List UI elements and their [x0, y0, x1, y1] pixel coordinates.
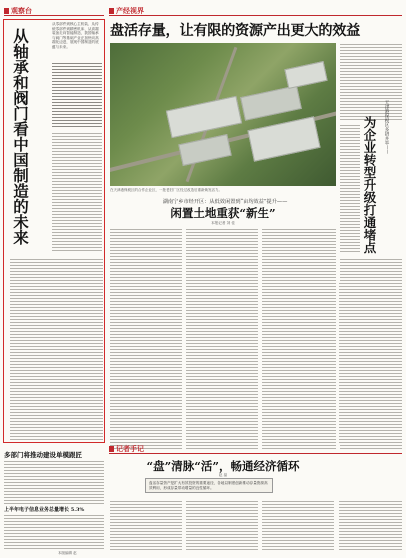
aerial-photo	[110, 43, 336, 186]
right-text-side	[340, 124, 360, 254]
photo-building	[284, 61, 327, 89]
center-headline: 闲置土地重获“新生”	[170, 206, 276, 220]
feature-intro: 从零部件到核心主机装、从传统零部件到精密机床、从高端装备走向智能制造，我国轴承与阀门等基础产业正加快向高端化迈进，展现中国制造的底蕴与未来。	[52, 22, 99, 49]
column-tag-left: 观察台	[4, 6, 32, 16]
bottom-headline: “盘”清脉“活”，畅通经济循环	[146, 459, 300, 473]
column-tag-bottom: 记者手记	[109, 444, 144, 454]
photo-building	[247, 116, 320, 161]
center-text-col-1	[110, 228, 182, 450]
center-text-col-2	[186, 228, 258, 450]
top-rule	[109, 15, 402, 16]
photo-building	[240, 85, 302, 121]
feature-text-3	[10, 258, 103, 440]
feature-text-2	[52, 132, 102, 252]
main-headline: 盘活存量，让有限的资源产出更大的效益	[110, 23, 360, 39]
bottom-rule	[109, 453, 402, 454]
photo-caption: 在天津港保税区的合作企业区，一批老旧厂区经过改造后重新焕发活力。	[110, 188, 222, 192]
feature-text-1	[52, 62, 102, 128]
bottom-left-text-2	[4, 514, 104, 550]
page-footer: 本版编辑 赵	[58, 551, 77, 555]
feature-headline: 从轴承和阀门看中国制造的未来	[11, 28, 30, 245]
bottom-left-text	[4, 460, 104, 504]
right-kicker: 天津港保税区多措并举——	[384, 100, 389, 154]
bottom-byline: 赵 晶	[218, 473, 228, 477]
right-lower-text	[339, 282, 402, 444]
right-headline: 为企业转型升级打通堵点	[362, 116, 377, 254]
photo-building	[178, 134, 231, 166]
bottom-intro-box: 盘活存量资产是扩大有效投资的重要途径，各地以制度创新推动存量资源高效利用，形成存量带动增量的良性循环。	[145, 478, 273, 493]
bottom-text-col-1	[110, 500, 182, 550]
bottom-text-col-4	[339, 500, 402, 550]
left-rule	[4, 15, 104, 16]
center-text-col-3	[262, 228, 336, 450]
center-byline: 本报记者 刘 佳	[211, 221, 235, 225]
bottom-text-col-3	[262, 500, 334, 550]
right-text-top	[340, 43, 402, 121]
center-kicker: 湖南宁乡市经开区：从低效闲置到“亩均效益”提升——	[162, 199, 288, 205]
bottom-text-col-2	[186, 500, 258, 550]
bottom-left-subhead: 上半年电子信息业务总量增长 5.3%	[4, 507, 85, 513]
column-tag-top: 产经视界	[109, 6, 144, 16]
bottom-left-headline: 多部门将推动建设单模跟匠	[4, 451, 82, 459]
